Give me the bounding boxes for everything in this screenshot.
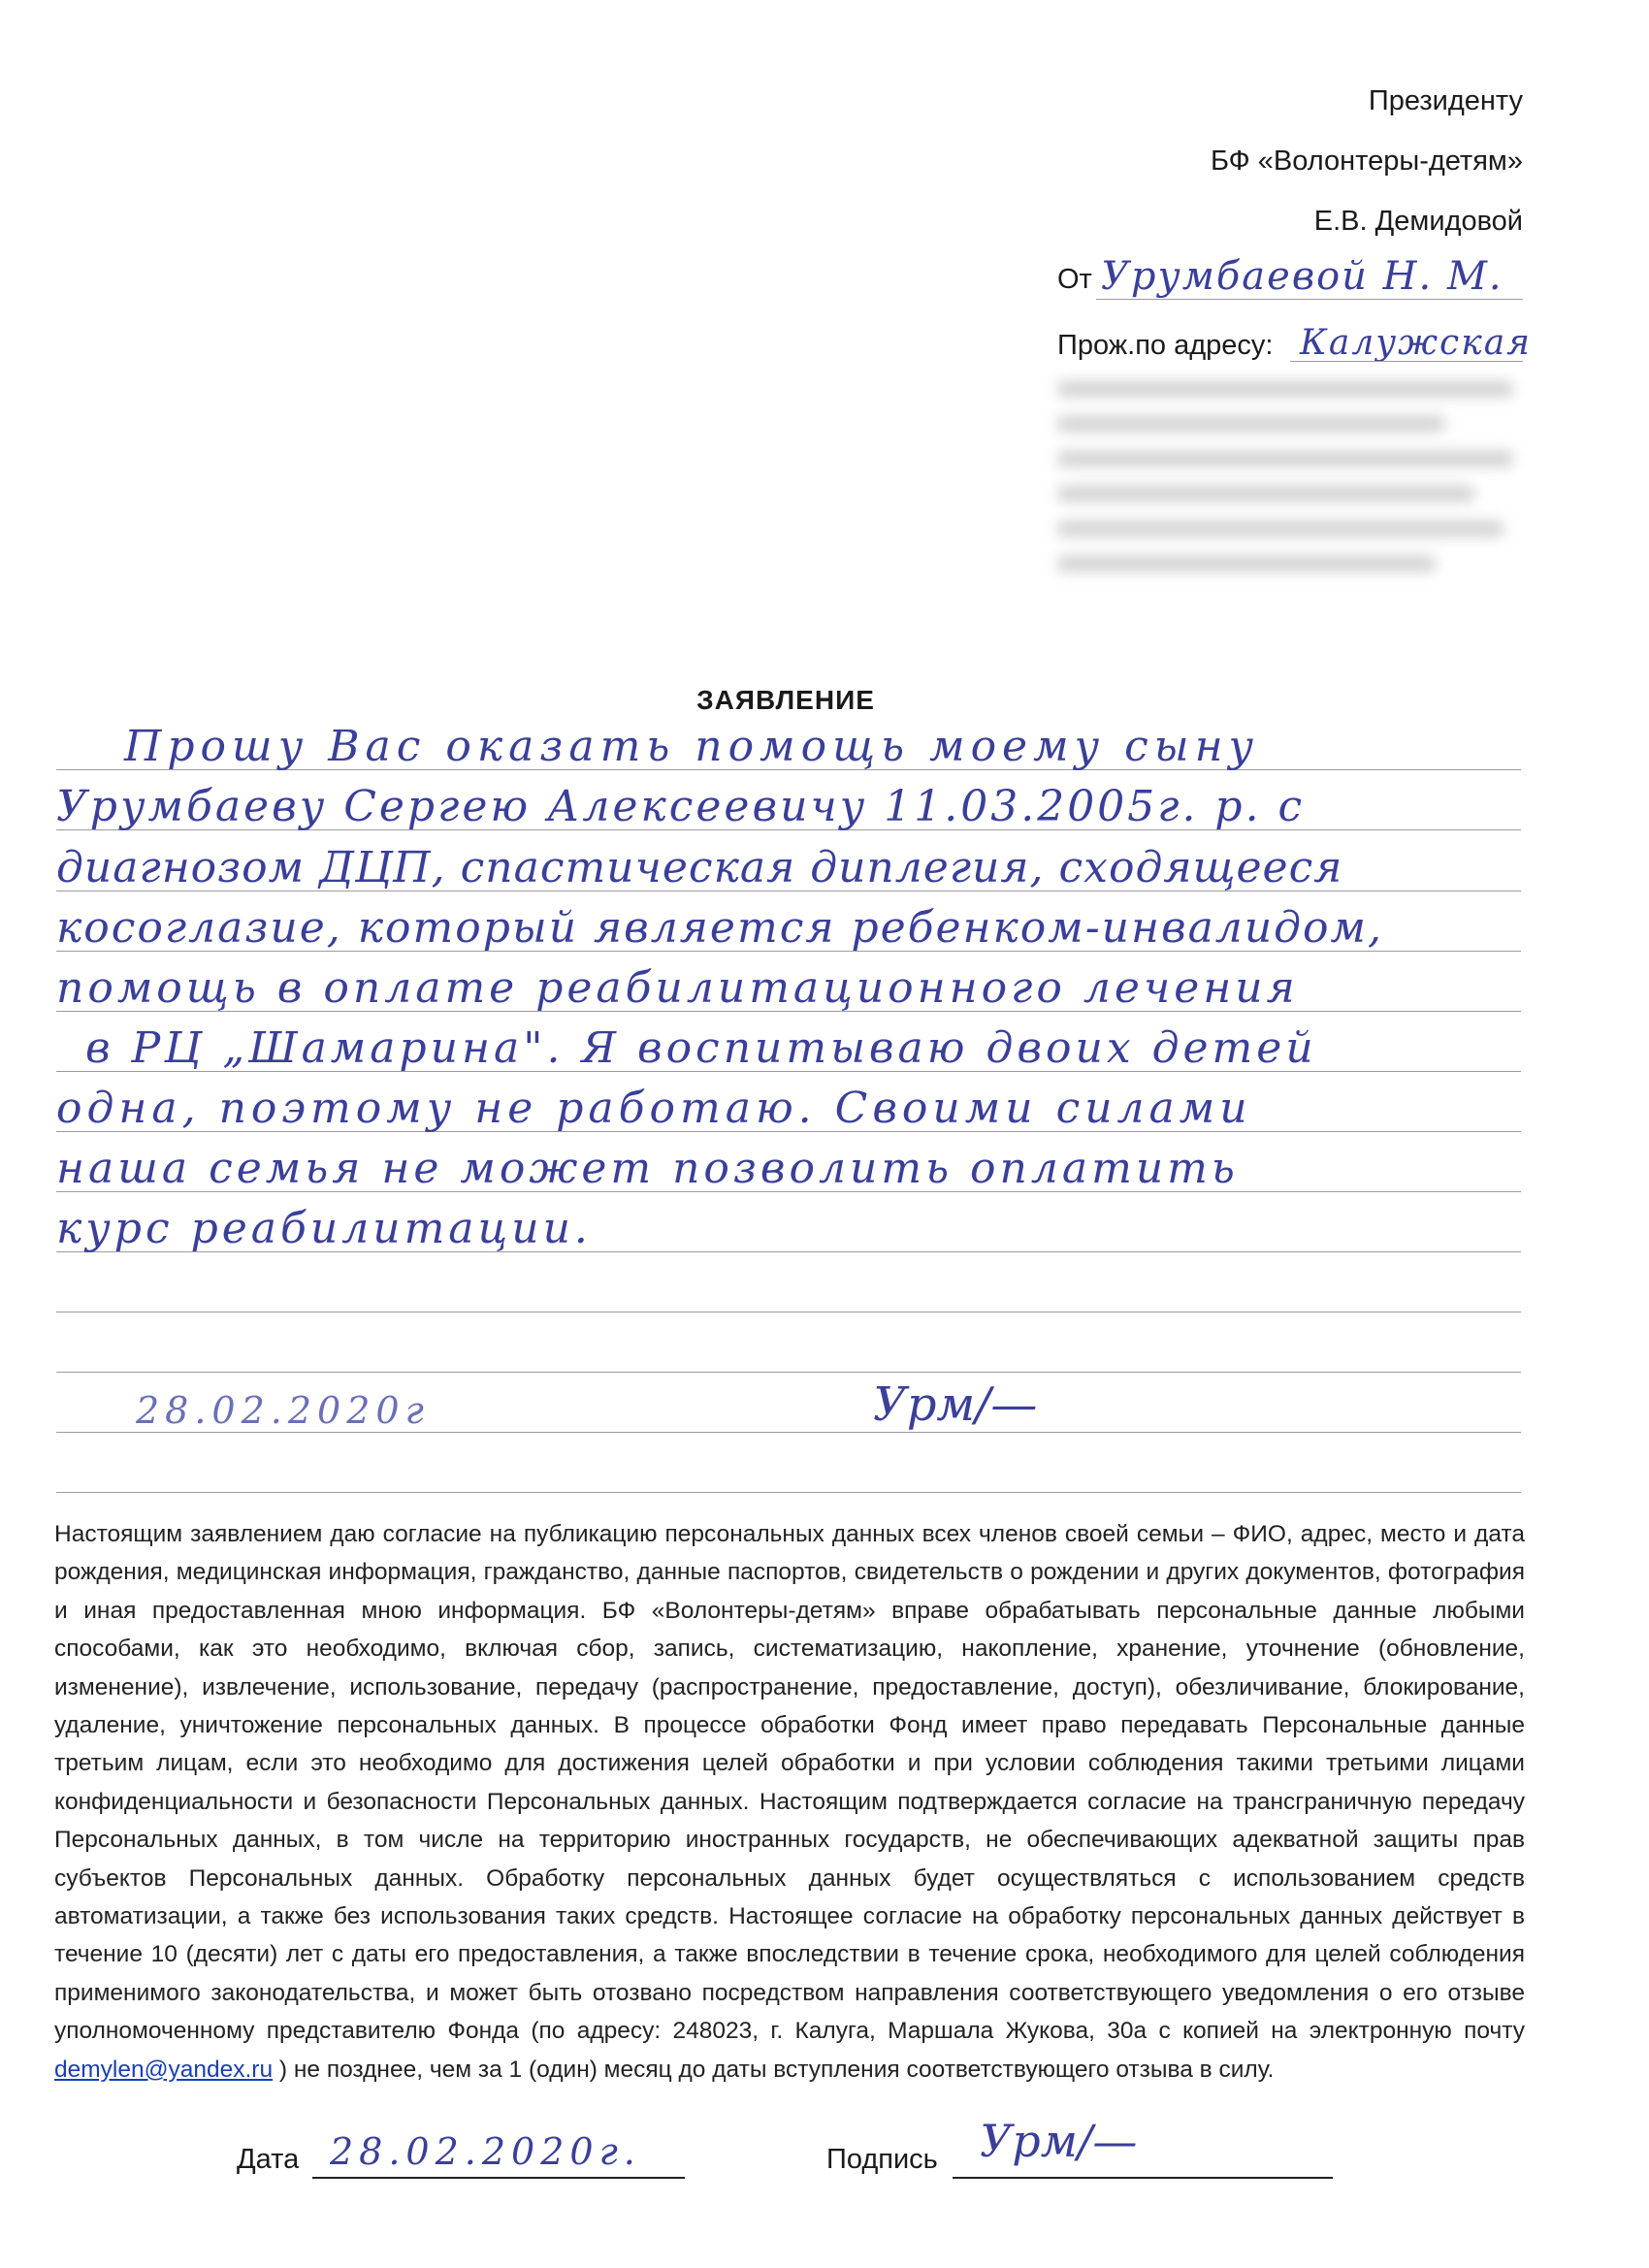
ruled-line <box>56 1492 1521 1493</box>
ruled-line <box>56 1432 1521 1433</box>
from-label: От <box>1057 264 1092 295</box>
handwritten-line-8: наша семья не может позволить оплатить <box>56 1144 1239 1193</box>
consent-text-part1: Настоящим заявлением даю согласие на публикацию персональных данных всех членов своей семьи – ФИО, адрес, место и дата рождения, медицинская информация, гражданство, данные паспортов, свидетельств о рождении и других документов, фотография и иная предоставленная мною информация. БФ «Волонтеры-детям» вправе обрабатывать персональные данные любыми способами, как это необходимо, включая сбор, запись, систематизацию, накопление, хранение, уточнение (обновление, изменение), извлечение, использование, передачу (распространение, предоставление, доступ), обезличивание, блокирование, удаление, уничтожение персональных данных. В процессе обработки Фонд имеет право передавать Персональные данные третьим лицам, если это необходимо для достижения целей обработки и при условии соблюдения такими третьими лицами конфиденциальности и безопасности Персональных данных. Настоящим подтверждается согласие на трансграничную передачу Персональных данных, в том числе на территорию иностранных государств, не обеспечивающих адекватной защиты прав субъектов Персональных данных. Обработку персональных данных будет осуществляться с использованием средств автоматизации, а также без использования таких средств. Настоящее согласие на обработку персональных данных действует в течение 10 (десяти) лет с даты его предоставления, а также впоследствии в течение срока, необходимого для целей соблюдения применимого законодательства, и может быть отозвано посредством направления соответствующего уведомления о его отзыве уполномоченному представителю Фонда (по адресу: 248023, г. Калуга, Маршала Жукова, 30а с копией на электронную почту <box>54 1521 1525 2045</box>
handwritten-line-7: одна, поэтому не работаю. Своими силами <box>56 1084 1252 1133</box>
redacted-personal-info <box>1057 373 1533 606</box>
addressee-title: Президенту <box>1368 85 1523 116</box>
addressee-organization: БФ «Волонтеры-детям» <box>1210 146 1523 177</box>
handwritten-line-9: курс реабилитации. <box>56 1204 592 1253</box>
addressee-name: Е.В. Демидовой <box>1313 206 1523 237</box>
address-underline <box>1290 361 1523 362</box>
consent-text-part2: ) не позднее, чем за 1 (один) месяц до даты вступления соответствующего отзыва в силу. <box>278 2056 1275 2083</box>
handwritten-line-1: Прошу Вас оказать помощь моему сыну <box>124 722 1260 771</box>
handwritten-line-5: помощь в оплате реабилитационного лечения <box>56 963 1299 1013</box>
footer-date-value: 28.02.2020г. <box>330 2130 641 2173</box>
address-value: Калужская <box>1300 323 1533 363</box>
ruled-line <box>56 1372 1521 1373</box>
footer-signature-underline <box>953 2177 1333 2179</box>
footer-signature-value: Урм/— <box>980 2115 1138 2167</box>
handwritten-line-3: диагнозом ДЦП, спастическая диплегия, сходящееся <box>56 843 1343 892</box>
footer-date-underline <box>312 2177 685 2179</box>
handwritten-line-2: Урумбаеву Сергею Алексеевичу 11.03.2005г. р. с <box>56 782 1306 831</box>
from-underline <box>1096 299 1523 300</box>
consent-text <box>54 1515 1525 2089</box>
handwritten-signature: Урм/— <box>873 1377 1038 1432</box>
address-label: Прож.по адресу: <box>1057 330 1274 361</box>
from-value: Урумбаевой Н. М. <box>1101 254 1504 299</box>
handwritten-line-4: косоглазие, который является ребенком-инвалидом, <box>56 903 1384 953</box>
handwritten-date: 28.02.2020г <box>136 1389 430 1432</box>
footer-date-label: Дата <box>237 2144 300 2175</box>
handwritten-line-6: в РЦ „Шамарина". Я воспитываю двоих детей <box>85 1023 1317 1073</box>
footer-signature-label: Подпись <box>826 2144 938 2175</box>
consent-email-link[interactable]: demylen@yandex.ru <box>54 2056 274 2083</box>
document-title: ЗАЯВЛЕНИЕ <box>696 685 875 715</box>
